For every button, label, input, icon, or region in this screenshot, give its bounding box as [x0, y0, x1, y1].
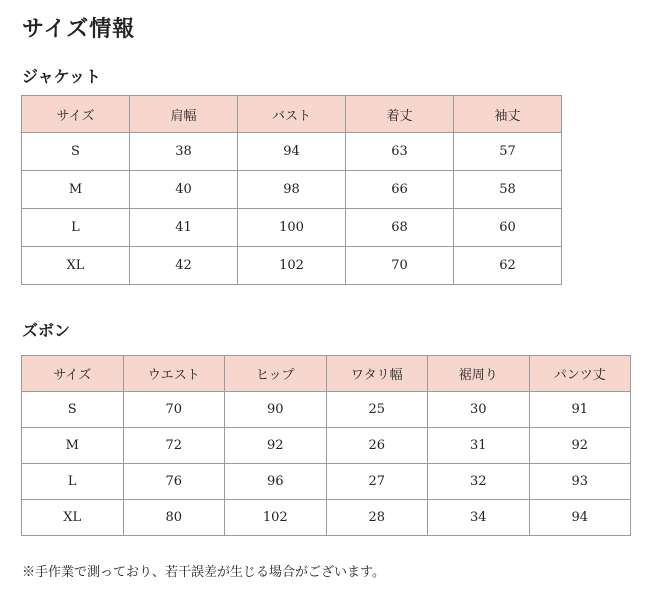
- table-cell: 41: [130, 209, 238, 247]
- table-cell: 68: [346, 209, 454, 247]
- table-cell: XL: [22, 247, 130, 285]
- table-cell: S: [22, 392, 124, 428]
- table-cell: 26: [326, 428, 428, 464]
- table-cell: 30: [428, 392, 530, 428]
- header-cell: 袖丈: [454, 96, 562, 133]
- table-row: [22, 392, 631, 428]
- table-cell: 98: [238, 171, 346, 209]
- table-cell: S: [22, 133, 130, 171]
- table-cell: 76: [123, 464, 225, 500]
- header-cell: ヒップ: [225, 356, 327, 392]
- table-cell: 66: [346, 171, 454, 209]
- table-row: [22, 209, 562, 247]
- table-cell: 38: [130, 133, 238, 171]
- table-cell: 72: [123, 428, 225, 464]
- table-cell: 34: [428, 500, 530, 536]
- header-cell: 着丈: [346, 96, 454, 133]
- table-cell: 63: [346, 133, 454, 171]
- table-row: [22, 464, 631, 500]
- header-cell: ウエスト: [123, 356, 225, 392]
- header-cell: バスト: [238, 96, 346, 133]
- jacket-section-title: ジャケット: [22, 67, 101, 86]
- table-cell: 70: [346, 247, 454, 285]
- table-cell: 94: [529, 500, 631, 536]
- table-cell: 102: [225, 500, 327, 536]
- table-cell: M: [22, 428, 124, 464]
- table-cell: 62: [454, 247, 562, 285]
- table-cell: 92: [225, 428, 327, 464]
- table-row: [22, 133, 562, 171]
- table-cell: 28: [326, 500, 428, 536]
- table-cell: 25: [326, 392, 428, 428]
- table-cell: 92: [529, 428, 631, 464]
- table-cell: 96: [225, 464, 327, 500]
- header-cell: 肩幅: [130, 96, 238, 133]
- table-cell: L: [22, 464, 124, 500]
- pants-size-table: [21, 355, 631, 536]
- page-title: サイズ情報: [22, 16, 136, 42]
- table-cell: 42: [130, 247, 238, 285]
- table-cell: 102: [238, 247, 346, 285]
- table-cell: 40: [130, 171, 238, 209]
- table-header-row: [22, 96, 562, 133]
- pants-section-title: ズボン: [22, 321, 71, 340]
- table-cell: 100: [238, 209, 346, 247]
- header-cell: サイズ: [22, 356, 124, 392]
- table-cell: 90: [225, 392, 327, 428]
- table-cell: 93: [529, 464, 631, 500]
- table-cell: 70: [123, 392, 225, 428]
- table-cell: 57: [454, 133, 562, 171]
- table-header-row: [22, 356, 631, 392]
- table-cell: 91: [529, 392, 631, 428]
- table-row: [22, 171, 562, 209]
- table-cell: M: [22, 171, 130, 209]
- table-row: [22, 428, 631, 464]
- jacket-size-table: [21, 95, 562, 285]
- table-cell: 32: [428, 464, 530, 500]
- table-cell: 27: [326, 464, 428, 500]
- table-cell: 80: [123, 500, 225, 536]
- table-cell: 58: [454, 171, 562, 209]
- table-cell: 60: [454, 209, 562, 247]
- table-cell: 94: [238, 133, 346, 171]
- header-cell: ワタリ幅: [326, 356, 428, 392]
- table-row: [22, 247, 562, 285]
- table-row: [22, 500, 631, 536]
- table-cell: 31: [428, 428, 530, 464]
- header-cell: サイズ: [22, 96, 130, 133]
- header-cell: 裾周り: [428, 356, 530, 392]
- header-cell: パンツ丈: [529, 356, 631, 392]
- table-cell: L: [22, 209, 130, 247]
- measurement-note: ※手作業で測っており、若干誤差が生じる場合がございます。: [22, 565, 385, 580]
- table-cell: XL: [22, 500, 124, 536]
